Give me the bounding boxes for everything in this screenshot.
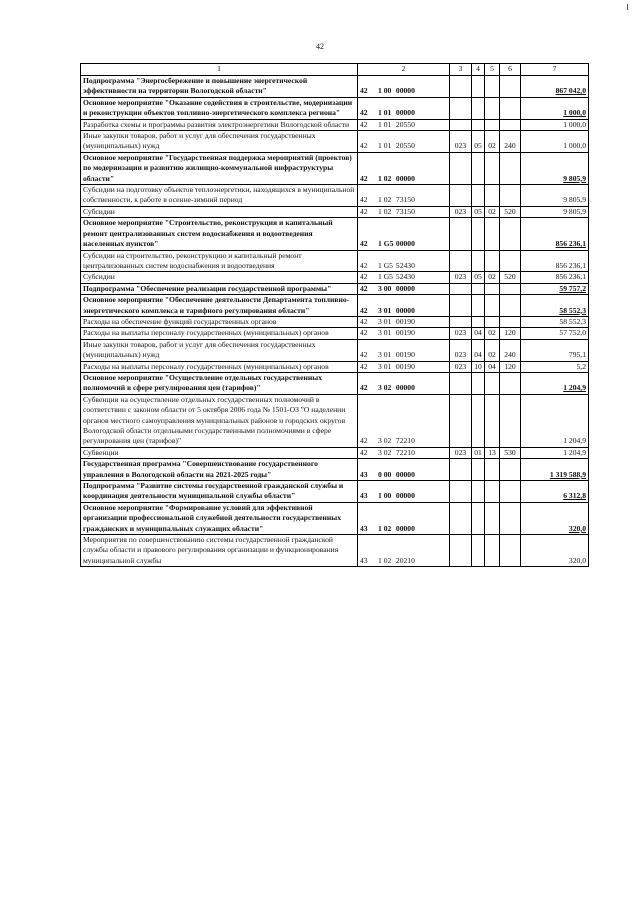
- code-subprogram: 1 00: [378, 86, 392, 96]
- code-direction: 72210: [395, 447, 415, 457]
- header-col-3: 3: [450, 64, 472, 76]
- row-amount: 9 805,9: [521, 185, 589, 207]
- row-target-code: [358, 447, 450, 458]
- table-row: [81, 295, 589, 317]
- code-program: 42: [360, 316, 368, 326]
- table-row: [81, 316, 589, 327]
- row-section: [472, 76, 485, 98]
- row-expense-type: [500, 250, 521, 272]
- budget-table: [80, 63, 589, 567]
- row-expense-type: [500, 119, 521, 130]
- row-target-code: [358, 372, 450, 394]
- row-amount: 867 042,0: [521, 76, 589, 98]
- table-row: [81, 131, 589, 153]
- row-ministry: [450, 459, 472, 481]
- code-subprogram: 1 G5: [378, 260, 393, 270]
- row-subsection: [485, 119, 500, 130]
- code-subprogram: 1 01: [378, 119, 392, 129]
- row-subsection: [485, 76, 500, 98]
- row-subsection: [485, 283, 500, 294]
- row-ministry: [450, 535, 472, 567]
- code-direction: 00000: [395, 283, 415, 293]
- row-section: 10: [472, 361, 485, 372]
- row-subsection: [485, 394, 500, 447]
- row-target-code: [358, 339, 450, 361]
- table-row: [81, 152, 589, 184]
- header-col-4: 4: [472, 64, 485, 76]
- row-target-code: [358, 152, 450, 184]
- row-ministry: [450, 372, 472, 394]
- row-subsection: 02: [485, 206, 500, 217]
- row-expense-type: [500, 97, 521, 119]
- code-program: 42: [360, 86, 368, 96]
- code-direction: 00190: [395, 361, 415, 371]
- row-name: Расходы на обеспечение функций государственных органов: [81, 316, 358, 327]
- row-expense-type: 240: [500, 131, 521, 153]
- code-direction: 00190: [395, 328, 415, 338]
- row-name: Иные закупки товаров, работ и услуг для обеспечения государственных (муниципальных) нужд: [81, 339, 358, 361]
- table-row: [81, 372, 589, 394]
- row-target-code: [358, 535, 450, 567]
- row-amount: 1 000,0: [521, 119, 589, 130]
- code-program: 42: [360, 195, 368, 205]
- row-amount: 856 236,1: [521, 272, 589, 283]
- row-ministry: 023: [450, 206, 472, 217]
- row-subsection: [485, 295, 500, 317]
- row-expense-type: [500, 283, 521, 294]
- row-section: 04: [472, 339, 485, 361]
- header-col-7: 7: [521, 64, 589, 76]
- row-section: [472, 97, 485, 119]
- row-amount: 1 204,9: [521, 447, 589, 458]
- row-expense-type: [500, 316, 521, 327]
- row-subsection: 02: [485, 328, 500, 339]
- row-subsection: [485, 459, 500, 481]
- header-col-2: 2: [358, 64, 450, 76]
- row-amount: 795,1: [521, 339, 589, 361]
- row-expense-type: 520: [500, 272, 521, 283]
- code-subprogram: 1 02: [378, 555, 392, 565]
- row-expense-type: 120: [500, 361, 521, 372]
- row-target-code: [358, 250, 450, 272]
- code-program: 42: [360, 206, 368, 216]
- code-subprogram: 3 02: [378, 383, 392, 393]
- code-program: 42: [360, 260, 368, 270]
- row-ministry: 023: [450, 361, 472, 372]
- code-subprogram: 3 02: [378, 447, 392, 457]
- row-name: Основное мероприятие "Оказание содействия в строительстве, модернизации и реконструкции объектов топливно-энергетического комплекса региона": [81, 97, 358, 119]
- row-name: Субсидии: [81, 272, 358, 283]
- code-direction: 73150: [395, 206, 415, 216]
- row-section: [472, 372, 485, 394]
- row-ministry: 023: [450, 328, 472, 339]
- row-section: [472, 502, 485, 534]
- row-amount: 5,2: [521, 361, 589, 372]
- row-name: Основное мероприятие "Формирование условий для эффективной организации профессиональной служебной деятельности государственных гражданских и муниципальных служащих области": [81, 502, 358, 534]
- code-direction: 00000: [395, 383, 415, 393]
- code-subprogram: 0 00: [378, 469, 392, 479]
- code-program: 42: [360, 361, 368, 371]
- row-amount: 1 204,9: [521, 372, 589, 394]
- row-target-code: [358, 218, 450, 250]
- code-program: 42: [360, 108, 368, 118]
- row-name: Основное мероприятие "Строительство, реконструкция и капитальный ремонт централизованных систем водоснабжения и водоотведения населенных пунктов": [81, 218, 358, 250]
- code-subprogram: 1 01: [378, 108, 392, 118]
- header-col-6: 6: [500, 64, 521, 76]
- row-ministry: [450, 218, 472, 250]
- row-expense-type: [500, 502, 521, 534]
- row-target-code: [358, 76, 450, 98]
- row-amount: 58 552,3: [521, 295, 589, 317]
- row-amount: 856 236,1: [521, 218, 589, 250]
- row-ministry: 023: [450, 339, 472, 361]
- code-direction: 00000: [395, 305, 415, 315]
- code-subprogram: 3 01: [378, 305, 392, 315]
- row-name: Государственная программа "Совершенствование государственного управления в Вологодской области на 2021-2025 годы": [81, 459, 358, 481]
- code-direction: 00000: [395, 469, 415, 479]
- row-expense-type: 520: [500, 206, 521, 217]
- table-row: [81, 481, 589, 503]
- row-expense-type: [500, 535, 521, 567]
- row-subsection: [485, 316, 500, 327]
- row-ministry: [450, 250, 472, 272]
- code-program: 43: [360, 469, 368, 479]
- code-direction: 72210: [395, 436, 415, 446]
- code-direction: 52430: [395, 272, 415, 282]
- table-row: [81, 218, 589, 250]
- row-ministry: [450, 295, 472, 317]
- code-direction: 73150: [395, 195, 415, 205]
- row-ministry: 023: [450, 131, 472, 153]
- row-name: Основное мероприятие "Осуществление отдельных государственных полномочий в сфере регулирования цен (тарифов)": [81, 372, 358, 394]
- row-amount: 58 552,3: [521, 316, 589, 327]
- code-subprogram: 1 G5: [378, 239, 394, 249]
- table-row: [81, 206, 589, 217]
- row-section: [472, 394, 485, 447]
- row-target-code: [358, 481, 450, 503]
- row-amount: 320,0: [521, 535, 589, 567]
- table-row: [81, 76, 589, 98]
- row-name: Субвенции: [81, 447, 358, 458]
- row-subsection: [485, 185, 500, 207]
- table-row: [81, 361, 589, 372]
- row-expense-type: [500, 481, 521, 503]
- row-target-code: [358, 119, 450, 130]
- row-amount: 1 000,0: [521, 97, 589, 119]
- code-program: 42: [360, 272, 368, 282]
- row-amount: 1 319 588,9: [521, 459, 589, 481]
- row-name: Расходы на выплаты персоналу государственных (муниципальных) органов: [81, 328, 358, 339]
- row-target-code: [358, 131, 450, 153]
- row-section: [472, 119, 485, 130]
- edge-mark: [627, 4, 628, 10]
- row-target-code: [358, 283, 450, 294]
- page-number: 42: [316, 42, 324, 51]
- table-row: [81, 185, 589, 207]
- row-target-code: [358, 328, 450, 339]
- row-target-code: [358, 97, 450, 119]
- code-subprogram: 1 00: [378, 491, 392, 501]
- row-name: Субсидии на подготовку объектов теплоэнергетики, находящихся в муниципальной собственности, к работе в осенне-зимний период: [81, 185, 358, 207]
- row-ministry: [450, 185, 472, 207]
- code-program: 43: [360, 555, 368, 565]
- table-row: [81, 339, 589, 361]
- code-direction: 00000: [395, 108, 415, 118]
- row-ministry: 023: [450, 447, 472, 458]
- code-subprogram: 3 01: [378, 316, 392, 326]
- row-subsection: 13: [485, 447, 500, 458]
- code-subprogram: 1 02: [378, 523, 392, 533]
- table-row: [81, 459, 589, 481]
- row-section: [472, 152, 485, 184]
- table-row: [81, 502, 589, 534]
- row-target-code: [358, 459, 450, 481]
- code-subprogram: 3 01: [378, 328, 392, 338]
- table-row: [81, 119, 589, 130]
- code-program: 42: [360, 283, 368, 293]
- row-subsection: [485, 218, 500, 250]
- row-expense-type: [500, 218, 521, 250]
- code-program: 42: [360, 141, 368, 151]
- row-section: [472, 283, 485, 294]
- row-name: Подпрограмма "Энергосбережение и повышение энергетической эффективности на территории Вологодской области": [81, 76, 358, 98]
- table-row: [81, 447, 589, 458]
- row-subsection: 02: [485, 131, 500, 153]
- code-subprogram: 1 02: [378, 206, 392, 216]
- code-direction: 00000: [395, 173, 415, 183]
- row-subsection: [485, 372, 500, 394]
- row-ministry: [450, 316, 472, 327]
- row-name: Мероприятия по совершенствованию системы государственной гражданской службы области и правового регулирования организации и функционирования муниципальной службы: [81, 535, 358, 567]
- code-direction: 00000: [395, 491, 415, 501]
- row-section: 05: [472, 131, 485, 153]
- row-name: Подпрограмма "Обеспечение реализации государственной программы": [81, 283, 358, 294]
- code-subprogram: 1 G5: [378, 272, 393, 282]
- row-expense-type: 120: [500, 328, 521, 339]
- row-name: Основное мероприятие "Обеспечение деятельности Департамента топливно-энергетического комплекса и тарифного регулирования области": [81, 295, 358, 317]
- row-amount: 1 000,0: [521, 131, 589, 153]
- code-program: 43: [360, 523, 368, 533]
- row-expense-type: 530: [500, 447, 521, 458]
- row-name: Подпрограмма "Развитие системы государственной гражданской службы и координация деятельности муниципальной службы области": [81, 481, 358, 503]
- row-section: [472, 459, 485, 481]
- row-subsection: 02: [485, 272, 500, 283]
- row-section: [472, 295, 485, 317]
- row-amount: 9 805,9: [521, 206, 589, 217]
- row-section: 05: [472, 206, 485, 217]
- row-name: Основное мероприятие "Государственная поддержка мероприятий (проектов) по модернизации и развитию жилищно-коммунальной инфраструктуры области": [81, 152, 358, 184]
- row-ministry: 023: [450, 272, 472, 283]
- table-row: [81, 394, 589, 447]
- code-direction: 00000: [395, 86, 415, 96]
- code-subprogram: 3 02: [378, 436, 392, 446]
- row-ministry: [450, 97, 472, 119]
- row-target-code: [358, 185, 450, 207]
- row-section: [472, 316, 485, 327]
- row-amount: 57 752,0: [521, 328, 589, 339]
- row-subsection: 02: [485, 339, 500, 361]
- row-target-code: [358, 502, 450, 534]
- row-name: Разработка схемы и программы развития электроэнергетики Вологодской области: [81, 119, 358, 130]
- code-program: 42: [360, 383, 368, 393]
- row-amount: 1 204,9: [521, 394, 589, 447]
- table-row: [81, 535, 589, 567]
- row-expense-type: [500, 394, 521, 447]
- row-ministry: [450, 119, 472, 130]
- row-amount: 9 805,9: [521, 152, 589, 184]
- row-expense-type: [500, 76, 521, 98]
- code-program: 42: [360, 239, 368, 249]
- row-expense-type: [500, 185, 521, 207]
- code-program: 42: [360, 447, 368, 457]
- row-name: Субвенции на осуществление отдельных государственных полномочий в соответствии с законом области от 5 октября 2006 года № 1501-ОЗ "О наделении органов местного самоуправления муниципальных районов и городских округов Вологодской области отдельными государственными полномочиями в сфере регулирования цен (тарифов)": [81, 394, 358, 447]
- code-program: 42: [360, 436, 368, 446]
- row-name: Субсидии на строительство, реконструкцию и капитальный ремонт централизованных систем водоснабжения и водоотведения: [81, 250, 358, 272]
- row-target-code: [358, 295, 450, 317]
- table-row: [81, 283, 589, 294]
- code-program: 42: [360, 305, 368, 315]
- row-section: [472, 250, 485, 272]
- row-name: Иные закупки товаров, работ и услуг для обеспечения государственных (муниципальных) нужд: [81, 131, 358, 153]
- row-ministry: [450, 152, 472, 184]
- code-direction: 00190: [395, 350, 415, 360]
- row-section: 01: [472, 447, 485, 458]
- row-section: 05: [472, 272, 485, 283]
- row-amount: 856 236,1: [521, 250, 589, 272]
- code-subprogram: 3 01: [378, 350, 392, 360]
- row-ministry: [450, 481, 472, 503]
- code-subprogram: 3 01: [378, 361, 392, 371]
- row-target-code: [358, 394, 450, 447]
- row-section: [472, 185, 485, 207]
- code-direction: 52430: [395, 260, 415, 270]
- table-row: [81, 97, 589, 119]
- row-subsection: 04: [485, 361, 500, 372]
- row-name: Расходы на выплаты персоналу государственных (муниципальных) органов: [81, 361, 358, 372]
- row-subsection: [485, 97, 500, 119]
- row-section: [472, 481, 485, 503]
- code-subprogram: 1 02: [378, 173, 392, 183]
- code-subprogram: 1 02: [378, 195, 392, 205]
- table-row: [81, 272, 589, 283]
- row-amount: 320,0: [521, 502, 589, 534]
- row-section: [472, 218, 485, 250]
- code-subprogram: 1 01: [378, 141, 392, 151]
- code-direction: 00000: [395, 239, 415, 249]
- row-ministry: [450, 502, 472, 534]
- row-expense-type: [500, 372, 521, 394]
- row-expense-type: 240: [500, 339, 521, 361]
- code-direction: 20210: [395, 555, 415, 565]
- code-program: 42: [360, 328, 368, 338]
- row-subsection: [485, 502, 500, 534]
- row-target-code: [358, 316, 450, 327]
- row-section: 04: [472, 328, 485, 339]
- code-direction: 20550: [395, 119, 415, 129]
- table-row: [81, 250, 589, 272]
- row-expense-type: [500, 459, 521, 481]
- row-target-code: [358, 361, 450, 372]
- code-subprogram: 3 00: [378, 283, 392, 293]
- row-target-code: [358, 206, 450, 217]
- row-name: Субсидии: [81, 206, 358, 217]
- row-amount: 59 757,2: [521, 283, 589, 294]
- row-target-code: [358, 272, 450, 283]
- row-ministry: [450, 394, 472, 447]
- code-program: 43: [360, 491, 368, 501]
- table-row: [81, 328, 589, 339]
- code-direction: 00190: [395, 316, 415, 326]
- row-ministry: [450, 76, 472, 98]
- code-program: 42: [360, 173, 368, 183]
- row-subsection: [485, 152, 500, 184]
- code-program: 42: [360, 350, 368, 360]
- row-subsection: [485, 535, 500, 567]
- code-direction: 00000: [395, 523, 415, 533]
- row-section: [472, 535, 485, 567]
- code-program: 42: [360, 119, 368, 129]
- row-ministry: [450, 283, 472, 294]
- code-direction: 20550: [395, 141, 415, 151]
- row-expense-type: [500, 295, 521, 317]
- row-subsection: [485, 250, 500, 272]
- row-subsection: [485, 481, 500, 503]
- row-expense-type: [500, 152, 521, 184]
- header-col-1: 1: [81, 64, 358, 76]
- row-amount: 6 312,8: [521, 481, 589, 503]
- header-col-5: 5: [485, 64, 500, 76]
- header-row: [81, 64, 589, 76]
